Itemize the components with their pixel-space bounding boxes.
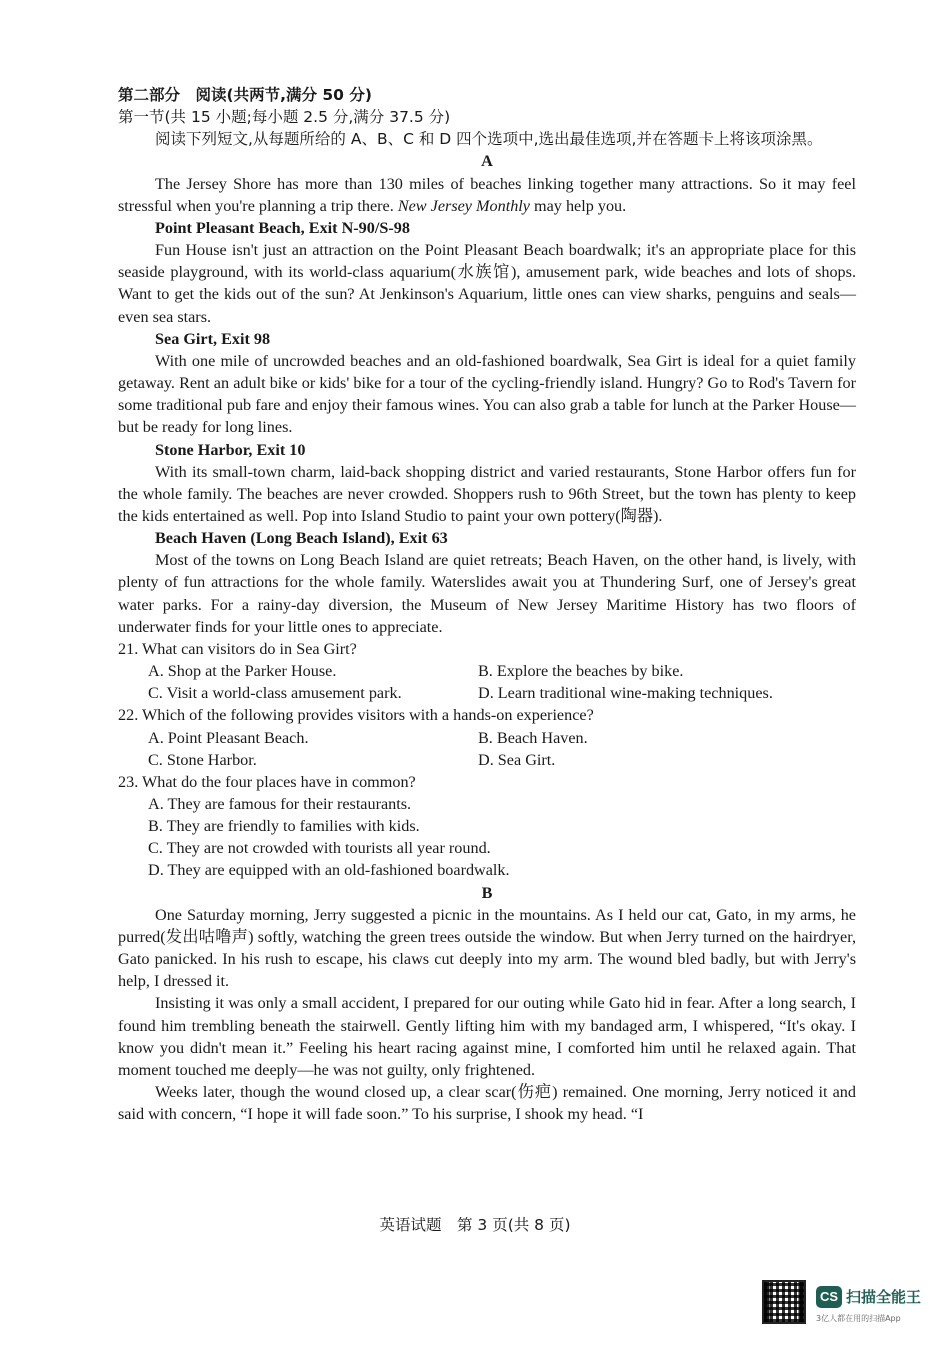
passage-a-letter: A (481, 152, 493, 171)
instructions: 阅读下列短文,从每题所给的 A、B、C 和 D 四个选项中,选出最佳选项,并在答题卡上将该项涂黑。 (155, 130, 823, 149)
section-title: 第一节(共 15 小题;每小题 2.5 分,满分 37.5 分) (118, 108, 451, 127)
option: C. They are not crowded with tourists all year round. (148, 839, 491, 858)
section-text: Fun House isn't just an attraction on the Point Pleasant Beach boardwalk; it's an appropriate place for this seaside playground, with its world-class aquarium(水族馆), amusement park, wide beaches and lots of shops. Want to get the kids out of the sun? At Jenkinson's Aquarium, little ones can view sharks, penguins and seals—even sea stars. (118, 241, 856, 326)
section-heading: Point Pleasant Beach, Exit N-90/S-98 (155, 218, 410, 237)
section-text: With its small-town charm, laid-back shopping district and varied restaurants, Stone Harbor offers fun for the whole family. The beaches are never crowded. Shoppers rush to 96th Street, but the town has plenty to keep the kids entertained as well. Pop into Island Studio to paint your own pottery(陶器). (118, 462, 856, 525)
passage-b-letter: B (481, 883, 493, 902)
option: D. Learn traditional wine-making techniques. (478, 684, 773, 703)
option: C. Stone Harbor. (148, 750, 257, 769)
intro-text-2: may help you. (529, 196, 627, 215)
section-text: Most of the towns on Long Beach Island are quiet retreats; Beach Haven, on the other hand, is lively, with plenty of fun attractions for the whole family. Waterslides await you at Thundering Surf, one of Jersey's great water parks. For a rainy-day diversion, the Museum of New Jersey Maritime History has two floors of underwater finds for your little ones to appreciate. (118, 551, 856, 636)
question-stem: 22. Which of the following provides visitors with a hands-on experience? (118, 706, 594, 725)
qr-code-icon (762, 1280, 806, 1324)
section-heading: Stone Harbor, Exit 10 (155, 440, 306, 459)
option: B. Beach Haven. (478, 728, 588, 747)
option: A. Point Pleasant Beach. (148, 728, 309, 747)
question-options (118, 727, 856, 771)
option: B. Explore the beaches by bike. (478, 662, 684, 681)
question-stem: 21. What can visitors do in Sea Girt? (118, 639, 357, 658)
scanner-app-name: 扫描全能王 (846, 1288, 922, 1306)
option: C. Visit a world-class amusement park. (148, 684, 402, 703)
option: D. Sea Girt. (478, 750, 556, 769)
option: D. They are equipped with an old-fashioned boardwalk. (148, 861, 510, 880)
passage-b-paragraph: Weeks later, though the wound closed up, a clear scar(伤疤) remained. One morning, Jerry noticed it and said with concern, “I hope it will fade soon.” To his surprise, I shook my head. “I (118, 1083, 856, 1124)
option: A. Shop at the Parker House. (148, 662, 337, 681)
passage-b-paragraph: One Saturday morning, Jerry suggested a picnic in the mountains. As I held our cat, Gato, in my arms, he purred(发出咕噜声) softly, watching the green trees outside the window. But when Jerry turned on the hairdryer, Gato panicked. In his rush to escape, his claws cut deeply into my arm. The wound bled badly, but with Jerry's help, I dressed it. (118, 905, 856, 991)
option: A. They are famous for their restaurants. (148, 795, 412, 813)
page-footer: 英语试题 第 3 页(共 8 页) (379, 1216, 571, 1234)
part-title: 第二部分 阅读(共两节,满分 50 分) (118, 86, 372, 104)
passage-b-paragraph: Insisting it was only a small accident, I prepared for our outing while Gato hid in fear. After a long search, I found him trembling beneath the stairwell. Gently lifting him with my bandaged arm, I whispered, “It's okay. I know you didn't mean it.” Feeling his heart racing against mine, I comforted him until he relaxed again. That moment touched me deeply—he was not guilty, only frightened. (118, 994, 856, 1079)
camscanner-logo-icon: CS (816, 1286, 842, 1308)
scanner-tagline: 3亿人都在用的扫描App (816, 1314, 901, 1323)
magazine-title: New Jersey Monthly (397, 196, 530, 215)
section-heading: Beach Haven (Long Beach Island), Exit 63 (155, 529, 448, 548)
intro-text-1: The Jersey Shore has more than 130 miles of beaches linking together many attractions. So it may feel stressful when you're planning a trip there. (118, 174, 856, 215)
section-heading: Sea Girt, Exit 98 (155, 329, 271, 348)
option: B. They are friendly to families with kids. (148, 817, 420, 836)
passage-a-intro (118, 173, 856, 217)
question-stem: 23. What do the four places have in common? (118, 772, 416, 791)
section-text: With one mile of uncrowded beaches and an old-fashioned boardwalk, Sea Girt is ideal for a quiet family getaway. Rent an adult bike or kids' bike for a tour of the cycling-friendly island. Hungry? Go to Rod's Tavern for some traditional pub fare and enjoy their famous wines. You can also grab a table for lunch at the Parker House—but be ready for long lines. (118, 351, 856, 437)
exam-page (118, 84, 856, 1125)
question-options (118, 660, 856, 704)
